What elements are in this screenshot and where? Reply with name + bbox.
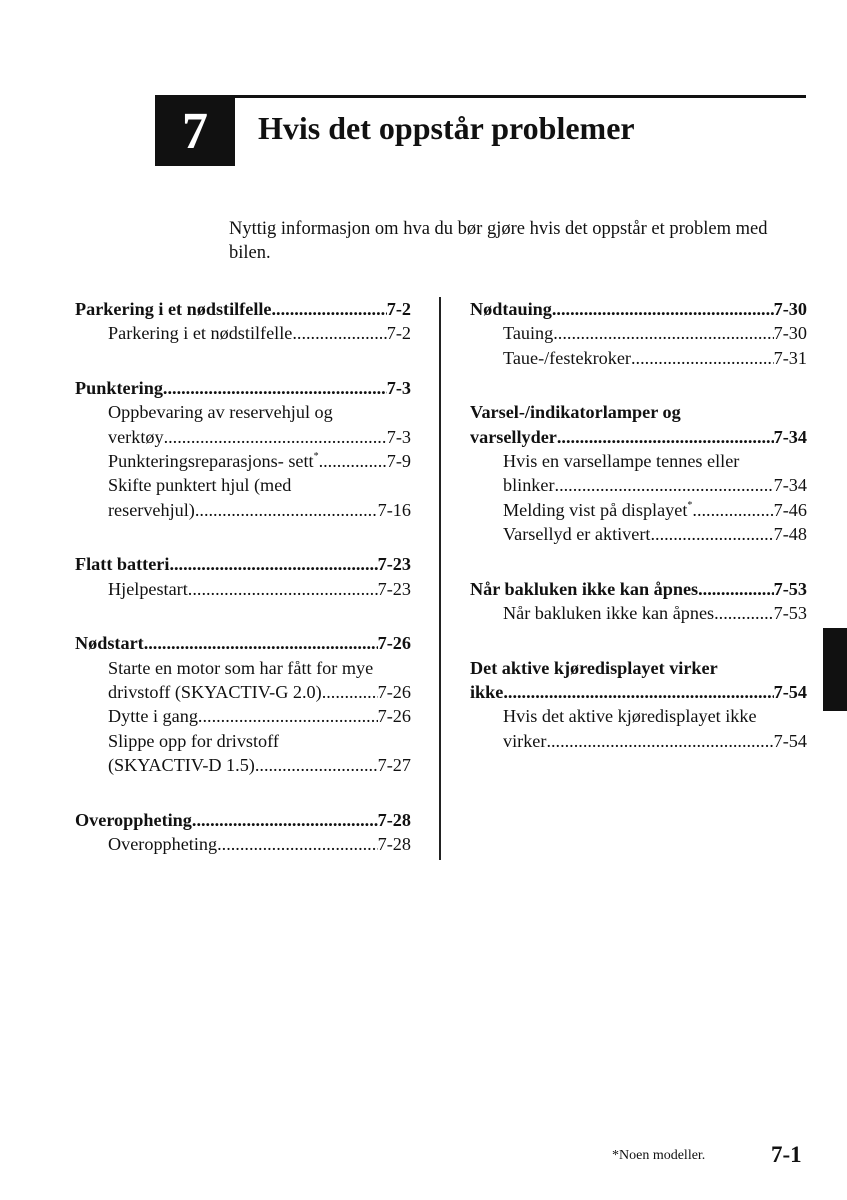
toc-section-nodtauing xyxy=(470,297,807,370)
chapter-number-box xyxy=(155,96,235,166)
toc-right-column xyxy=(470,297,807,783)
toc-heading-kjoredisplay[interactable]: ikke ..... 7-54 xyxy=(470,680,807,704)
toc-entry-festekroker[interactable]: Taue-/festekroker ..... 7-31 xyxy=(470,346,807,370)
toc-entry-reparasjonssett[interactable]: Punkteringsreparasjons- sett* ..... 7-9 xyxy=(75,449,411,473)
toc-entry-melding-display[interactable]: Melding vist på displayet* ..... 7-46 xyxy=(470,498,807,522)
toc-entry-reservehjul-line1: Oppbevaring av reservehjul og xyxy=(108,402,333,423)
toc-entry-overoppheting[interactable]: Overoppheting ..... 7-28 xyxy=(75,832,411,856)
toc-entry-bakluken[interactable]: Når bakluken ikke kan åpnes ..... 7-53 xyxy=(470,601,807,625)
toc-entry-tauing[interactable]: Tauing ..... 7-30 xyxy=(470,321,807,345)
toc-entry-kjoredisplay-line1: Hvis det aktive kjøredisplayet ikke xyxy=(503,706,757,727)
toc-entry-starte-motor[interactable]: drivstoff (SKYACTIV-G 2.0) ..... 7-26 xyxy=(75,680,411,704)
toc-entry-varsellampe-line1: Hvis en varsellampe tennes eller xyxy=(503,450,740,471)
toc-entry-parkering[interactable]: Parkering i et nødstilfelle ..... 7-2 xyxy=(75,321,411,345)
toc-heading-parkering[interactable]: Parkering i et nødstilfelle ..... 7-2 xyxy=(75,297,411,321)
chapter-title: Hvis det oppstår problemer xyxy=(258,110,635,146)
toc-heading-flatt-batteri[interactable]: Flatt batteri ..... 7-23 xyxy=(75,552,411,576)
toc-heading-bakluken[interactable]: Når bakluken ikke kan åpnes ..... 7-53 xyxy=(470,577,807,601)
chapter-number: 7 xyxy=(182,102,208,160)
toc-entry-drivstoff[interactable]: (SKYACTIV-D 1.5) ..... 7-27 xyxy=(75,753,411,777)
toc-entry-dytte-i-gang[interactable]: Dytte i gang ..... 7-26 xyxy=(75,704,411,728)
toc-entry-varsellampe[interactable]: blinker ..... 7-34 xyxy=(470,473,807,497)
toc-section-kjoredisplay xyxy=(470,656,807,753)
toc-entry-starte-motor-line1: Starte en motor som har fått for mye xyxy=(108,657,374,678)
toc-heading-punktering[interactable]: Punktering ..... 7-3 xyxy=(75,376,411,400)
toc-heading-nodstart[interactable]: Nødstart ..... 7-26 xyxy=(75,631,411,655)
toc-entry-skifte-hjul-line1: Skifte punktert hjul (med xyxy=(108,475,292,496)
toc-section-overoppheting xyxy=(75,808,411,857)
toc-heading-varsellamper-line1: Varsel-/indikatorlamper og xyxy=(470,402,681,423)
footnote: *Noen modeller. xyxy=(612,1148,706,1163)
toc-entry-varsellyd[interactable]: Varsellyd er aktivert ..... 7-48 xyxy=(470,522,807,546)
toc-entry-drivstoff-line1: Slippe opp for drivstoff xyxy=(108,730,279,751)
toc-heading-kjoredisplay-line1: Det aktive kjøredisplayet virker xyxy=(470,657,718,678)
intro-text: Nyttig informasjon om hva du bør gjøre hvis det oppstår et problem med bilen. xyxy=(229,219,768,263)
toc-section-nodstart xyxy=(75,631,411,777)
toc-section-flatt-batteri xyxy=(75,552,411,601)
toc-entry-hjelpestart[interactable]: Hjelpestart ..... 7-23 xyxy=(75,577,411,601)
toc-section-parkering xyxy=(75,297,411,346)
toc-heading-overoppheting[interactable]: Overoppheting ..... 7-28 xyxy=(75,808,411,832)
column-divider xyxy=(439,297,441,860)
page-number: 7-1 xyxy=(771,1142,802,1167)
toc-section-punktering xyxy=(75,376,411,522)
toc-left-column xyxy=(75,297,411,887)
toc-entry-reservehjul[interactable]: verktøy ..... 7-3 xyxy=(75,425,411,449)
toc-heading-nodtauing[interactable]: Nødtauing ..... 7-30 xyxy=(470,297,807,321)
toc-heading-varsellamper[interactable]: varsellyder ..... 7-34 xyxy=(470,425,807,449)
toc-section-varsellamper xyxy=(470,400,807,546)
toc-section-bakluken xyxy=(470,577,807,626)
top-rule xyxy=(155,95,806,98)
toc-entry-kjoredisplay[interactable]: virker ..... 7-54 xyxy=(470,729,807,753)
footnote-marker: * xyxy=(313,450,319,462)
toc-entry-skifte-hjul[interactable]: reservehjul) ..... 7-16 xyxy=(75,498,411,522)
chapter-thumb-tab xyxy=(823,628,847,711)
footnote-marker: * xyxy=(687,499,693,511)
